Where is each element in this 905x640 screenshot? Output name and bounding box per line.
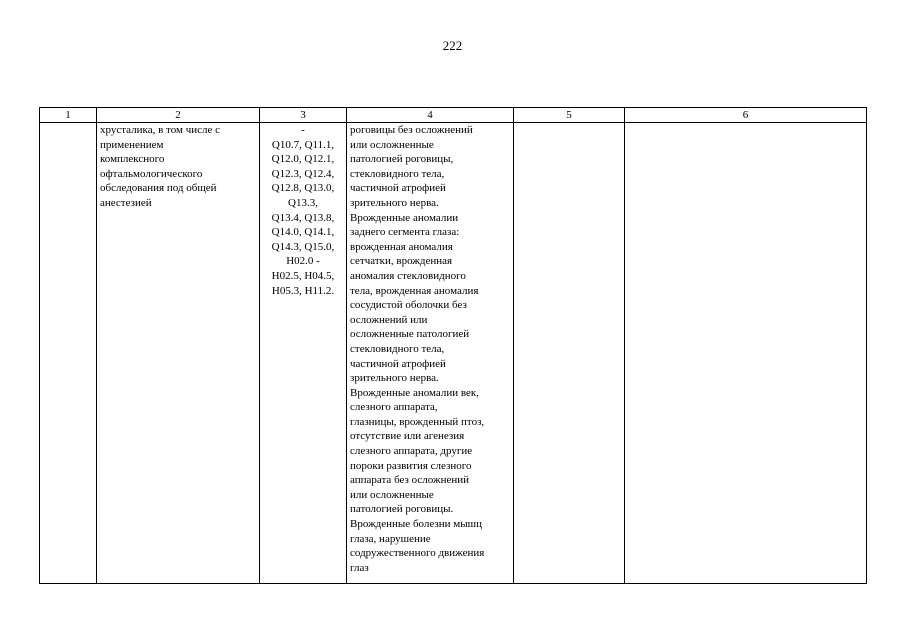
cell-text-line: стекловидного тела, (350, 167, 445, 180)
cell-text-line: содружественного движения (350, 547, 485, 560)
cell-text-line: тела, врожденная аномалия (350, 284, 479, 297)
cell-text-line: зрительного нерва. (350, 196, 439, 209)
cell-text-line: Врожденные болезни мышц (350, 518, 482, 531)
cell-text-line: глаза, нарушение (350, 532, 431, 545)
cell-col-4 (347, 123, 514, 584)
cell-text-line: пороки развития слезного (350, 459, 472, 472)
cell-text-line: Q14.0, Q14.1, (271, 226, 335, 239)
cell-text-line: глазницы, врожденный птоз, (350, 415, 485, 428)
page-number: 222 (442, 38, 463, 53)
cell-text-line: Q13.4, Q13.8, (271, 211, 335, 224)
cell-text-line: Q12.0, Q12.1, (271, 153, 335, 166)
cell-text-line: заднего сегмента глаза: (350, 226, 460, 239)
cell-text-line: патологией роговицы, (350, 153, 454, 166)
cell-text-line: врожденная аномалия (350, 240, 453, 253)
cell-text-line: Q12.8, Q13.0, (271, 182, 335, 195)
cell-col-6 (625, 123, 867, 584)
column-header-1: 1 (40, 108, 97, 123)
cell-text-line: слезного аппарата, (350, 401, 438, 414)
cell-text-line: сетчатки, врожденная (350, 255, 453, 268)
cell-col-1 (40, 123, 97, 584)
cell-text-line: комплексного (100, 153, 165, 166)
cell-text-line: стекловидного тела, (350, 342, 445, 355)
table-row (40, 123, 867, 584)
cell-text-line: Врожденные аномалии век, (350, 386, 479, 399)
cell-text-line: или осложненные (350, 138, 434, 151)
cell-text-line: офтальмологического (100, 167, 203, 180)
cell-text-line: Врожденные аномалии (350, 211, 459, 224)
cell-col-2 (97, 123, 260, 584)
column-header-4: 4 (347, 108, 514, 123)
cell-col-5 (514, 123, 625, 584)
cell-text-line: роговицы без осложнений (350, 124, 473, 136)
cell-text-line: Q14.3, Q15.0, (271, 240, 335, 253)
cell-text-line: обследования под общей (100, 182, 217, 195)
cell-text-line: зрительного нерва. (350, 372, 439, 385)
cell-text-line: H05.3, H11.2. (271, 284, 335, 297)
column-header-3: 3 (260, 108, 347, 123)
cell-text-line: Q12.3, Q12.4, (271, 167, 335, 180)
cell-text-line: слезного аппарата, другие (350, 445, 473, 458)
cell-text-line: аппарата без осложнений (350, 474, 470, 487)
cell-text-line: осложнений или (350, 313, 428, 326)
cell-text-line: H02.0 - (286, 255, 320, 268)
cell-text-line: осложненные патологией (350, 328, 470, 341)
cell-text-line: анестезией (100, 196, 152, 209)
cell-col-3 (260, 123, 347, 584)
cell-text-line: отсутствие или агенезия (350, 430, 465, 443)
column-header-2: 2 (97, 108, 260, 123)
cell-text-line: частичной атрофией (350, 357, 446, 370)
cell-text-line: сосудистой оболочки без (350, 299, 467, 312)
cell-text-line: или осложненные (350, 488, 434, 501)
cell-text-line: хрусталика, в том числе с (100, 124, 221, 136)
cell-text-line: H02.5, H04.5, (271, 269, 335, 282)
cell-text-line: частичной атрофией (350, 182, 446, 195)
cell-text-line: глаз (350, 561, 369, 574)
cell-text-line: аномалия стекловидного (350, 269, 466, 282)
cell-text-line: - (301, 124, 305, 136)
table-header-row (40, 108, 867, 123)
data-table (39, 107, 867, 584)
column-header-6: 6 (625, 108, 867, 123)
cell-text-line: Q13.3, (288, 196, 318, 209)
column-header-5: 5 (514, 108, 625, 123)
cell-text-line: патологией роговицы. (350, 503, 454, 516)
cell-text-line: применением (100, 138, 164, 151)
cell-text-line: Q10.7, Q11.1, (271, 138, 335, 151)
